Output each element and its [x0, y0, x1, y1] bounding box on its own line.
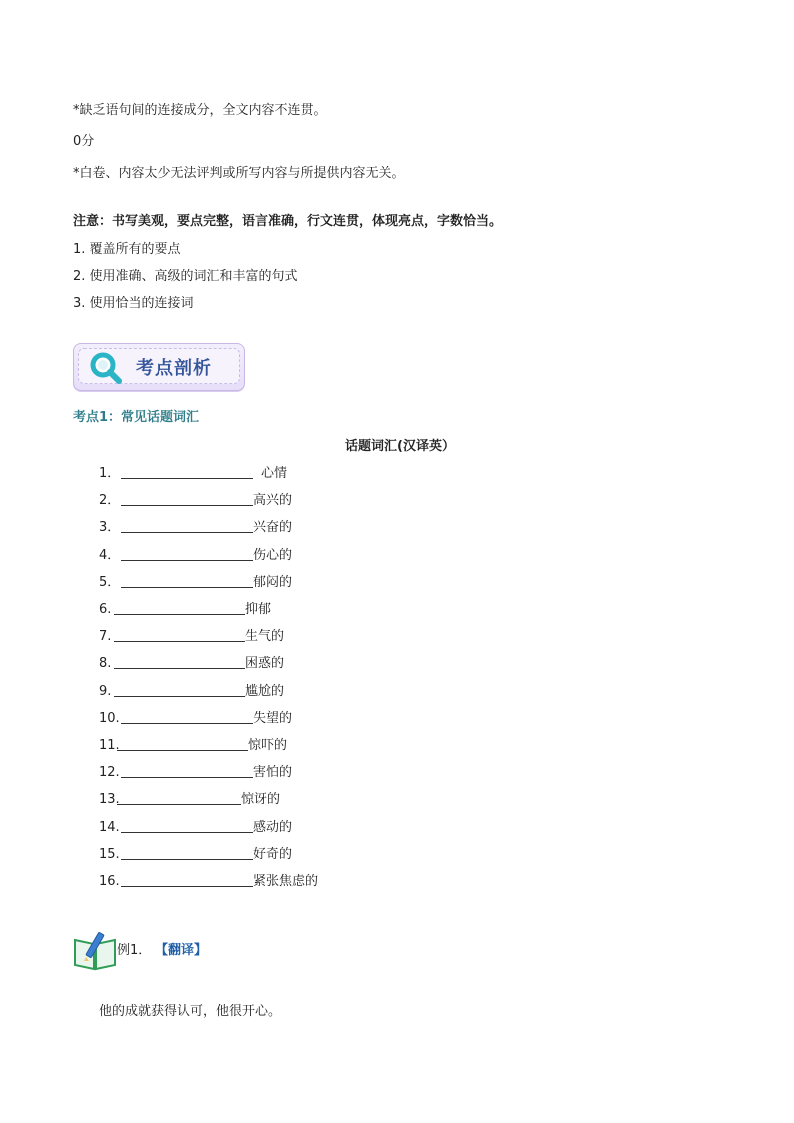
- vocab-number: 10.: [99, 710, 120, 726]
- answer-blank[interactable]: [121, 491, 253, 506]
- vocab-number: 12.: [99, 765, 120, 781]
- tip-3: 3. 使用恰当的连接词: [73, 296, 194, 311]
- vocab-meaning: 失望的: [253, 710, 293, 726]
- vocab-number: 1．: [99, 466, 121, 481]
- criteria-line-2: *白卷、内容太少无法评判或所写内容与所提供内容无关。: [73, 166, 405, 181]
- answer-blank[interactable]: [121, 845, 253, 860]
- vocab-meaning: 兴奋的: [253, 520, 293, 536]
- answer-blank[interactable]: [121, 709, 253, 724]
- vocab-number: 7.: [99, 629, 112, 645]
- vocab-row: [99, 736, 287, 755]
- magnifier-icon: [88, 350, 124, 386]
- example-sentence: 他的成就获得认可，他很开心。: [99, 1004, 282, 1019]
- answer-blank[interactable]: [114, 654, 245, 669]
- section-banner: [73, 343, 245, 391]
- section-heading: 考点1：常见话题词汇: [73, 410, 200, 425]
- criteria-line-1: *缺乏语句间的连接成分，全文内容不连贯。: [73, 103, 327, 118]
- example-tag: 【翻译】: [155, 943, 208, 958]
- vocab-row: [99, 682, 284, 701]
- vocab-row: [99, 573, 292, 592]
- answer-blank[interactable]: [121, 464, 253, 479]
- tip-1: 1. 覆盖所有的要点: [73, 242, 181, 257]
- vocab-number: 5．: [99, 574, 121, 590]
- score-zero: 0分: [73, 134, 95, 149]
- vocab-number: 9.: [99, 683, 112, 699]
- tip-2: 2. 使用准确、高级的词汇和丰富的句式: [73, 269, 298, 284]
- answer-blank[interactable]: [121, 546, 253, 561]
- vocab-number: 14.: [99, 819, 120, 835]
- answer-blank[interactable]: [117, 790, 241, 805]
- vocab-meaning: 惊吓的: [248, 738, 288, 753]
- vocab-row: [99, 872, 318, 891]
- answer-blank[interactable]: [114, 627, 245, 642]
- vocab-number: 8.: [99, 656, 112, 672]
- vocab-row: [99, 845, 292, 864]
- vocab-row: [99, 546, 292, 565]
- vocab-row: [99, 818, 292, 837]
- table-title: 话题词汇(汉译英）: [345, 439, 455, 454]
- answer-blank[interactable]: [121, 872, 253, 887]
- vocab-meaning: 紧张焦虑的: [253, 874, 319, 889]
- answer-blank[interactable]: [114, 682, 245, 697]
- vocab-meaning: 困惑的: [245, 656, 285, 672]
- vocab-number: 11.: [99, 738, 120, 753]
- vocab-meaning: 惊讶的: [241, 792, 281, 808]
- vocab-row: [99, 464, 287, 483]
- answer-blank[interactable]: [121, 573, 253, 588]
- vocab-number: 2．: [99, 493, 121, 509]
- vocab-row: [99, 654, 284, 673]
- vocab-row: [99, 491, 292, 510]
- vocab-row: [99, 627, 284, 646]
- vocab-number: 15.: [99, 846, 120, 862]
- vocab-meaning: 尴尬的: [245, 683, 285, 699]
- example-label: 例1．: [117, 943, 152, 958]
- vocab-meaning: 抑郁: [245, 602, 272, 617]
- vocab-meaning: 害怕的: [253, 765, 293, 781]
- vocab-number: 6.: [99, 602, 112, 617]
- vocab-meaning: 郁闷的: [253, 574, 293, 590]
- vocab-row: [99, 600, 271, 619]
- vocab-meaning: 心情: [261, 466, 288, 481]
- answer-blank[interactable]: [121, 518, 253, 533]
- vocab-number: 3．: [99, 520, 121, 536]
- vocab-meaning: 感动的: [253, 819, 293, 835]
- answer-blank[interactable]: [114, 600, 245, 615]
- vocab-row: [99, 763, 292, 782]
- vocab-meaning: 生气的: [245, 629, 285, 645]
- vocab-row: [99, 518, 292, 537]
- banner-title: 考点剖析: [136, 358, 212, 379]
- vocab-row: [99, 709, 292, 728]
- vocab-number: 16.: [99, 874, 120, 889]
- note-line: 注意：书写美观，要点完整，语言准确，行文连贯，体现亮点，字数恰当。: [73, 214, 503, 229]
- vocab-row: [99, 790, 280, 809]
- answer-blank[interactable]: [121, 818, 253, 833]
- vocab-number: 4．: [99, 547, 121, 563]
- vocab-meaning: 高兴的: [253, 493, 293, 509]
- vocab-meaning: 好奇的: [253, 846, 293, 862]
- answer-blank[interactable]: [121, 763, 253, 778]
- answer-blank[interactable]: [117, 736, 248, 751]
- book-pencil-icon: [72, 930, 118, 972]
- vocab-number: 13.: [99, 792, 120, 808]
- vocab-meaning: 伤心的: [253, 547, 293, 563]
